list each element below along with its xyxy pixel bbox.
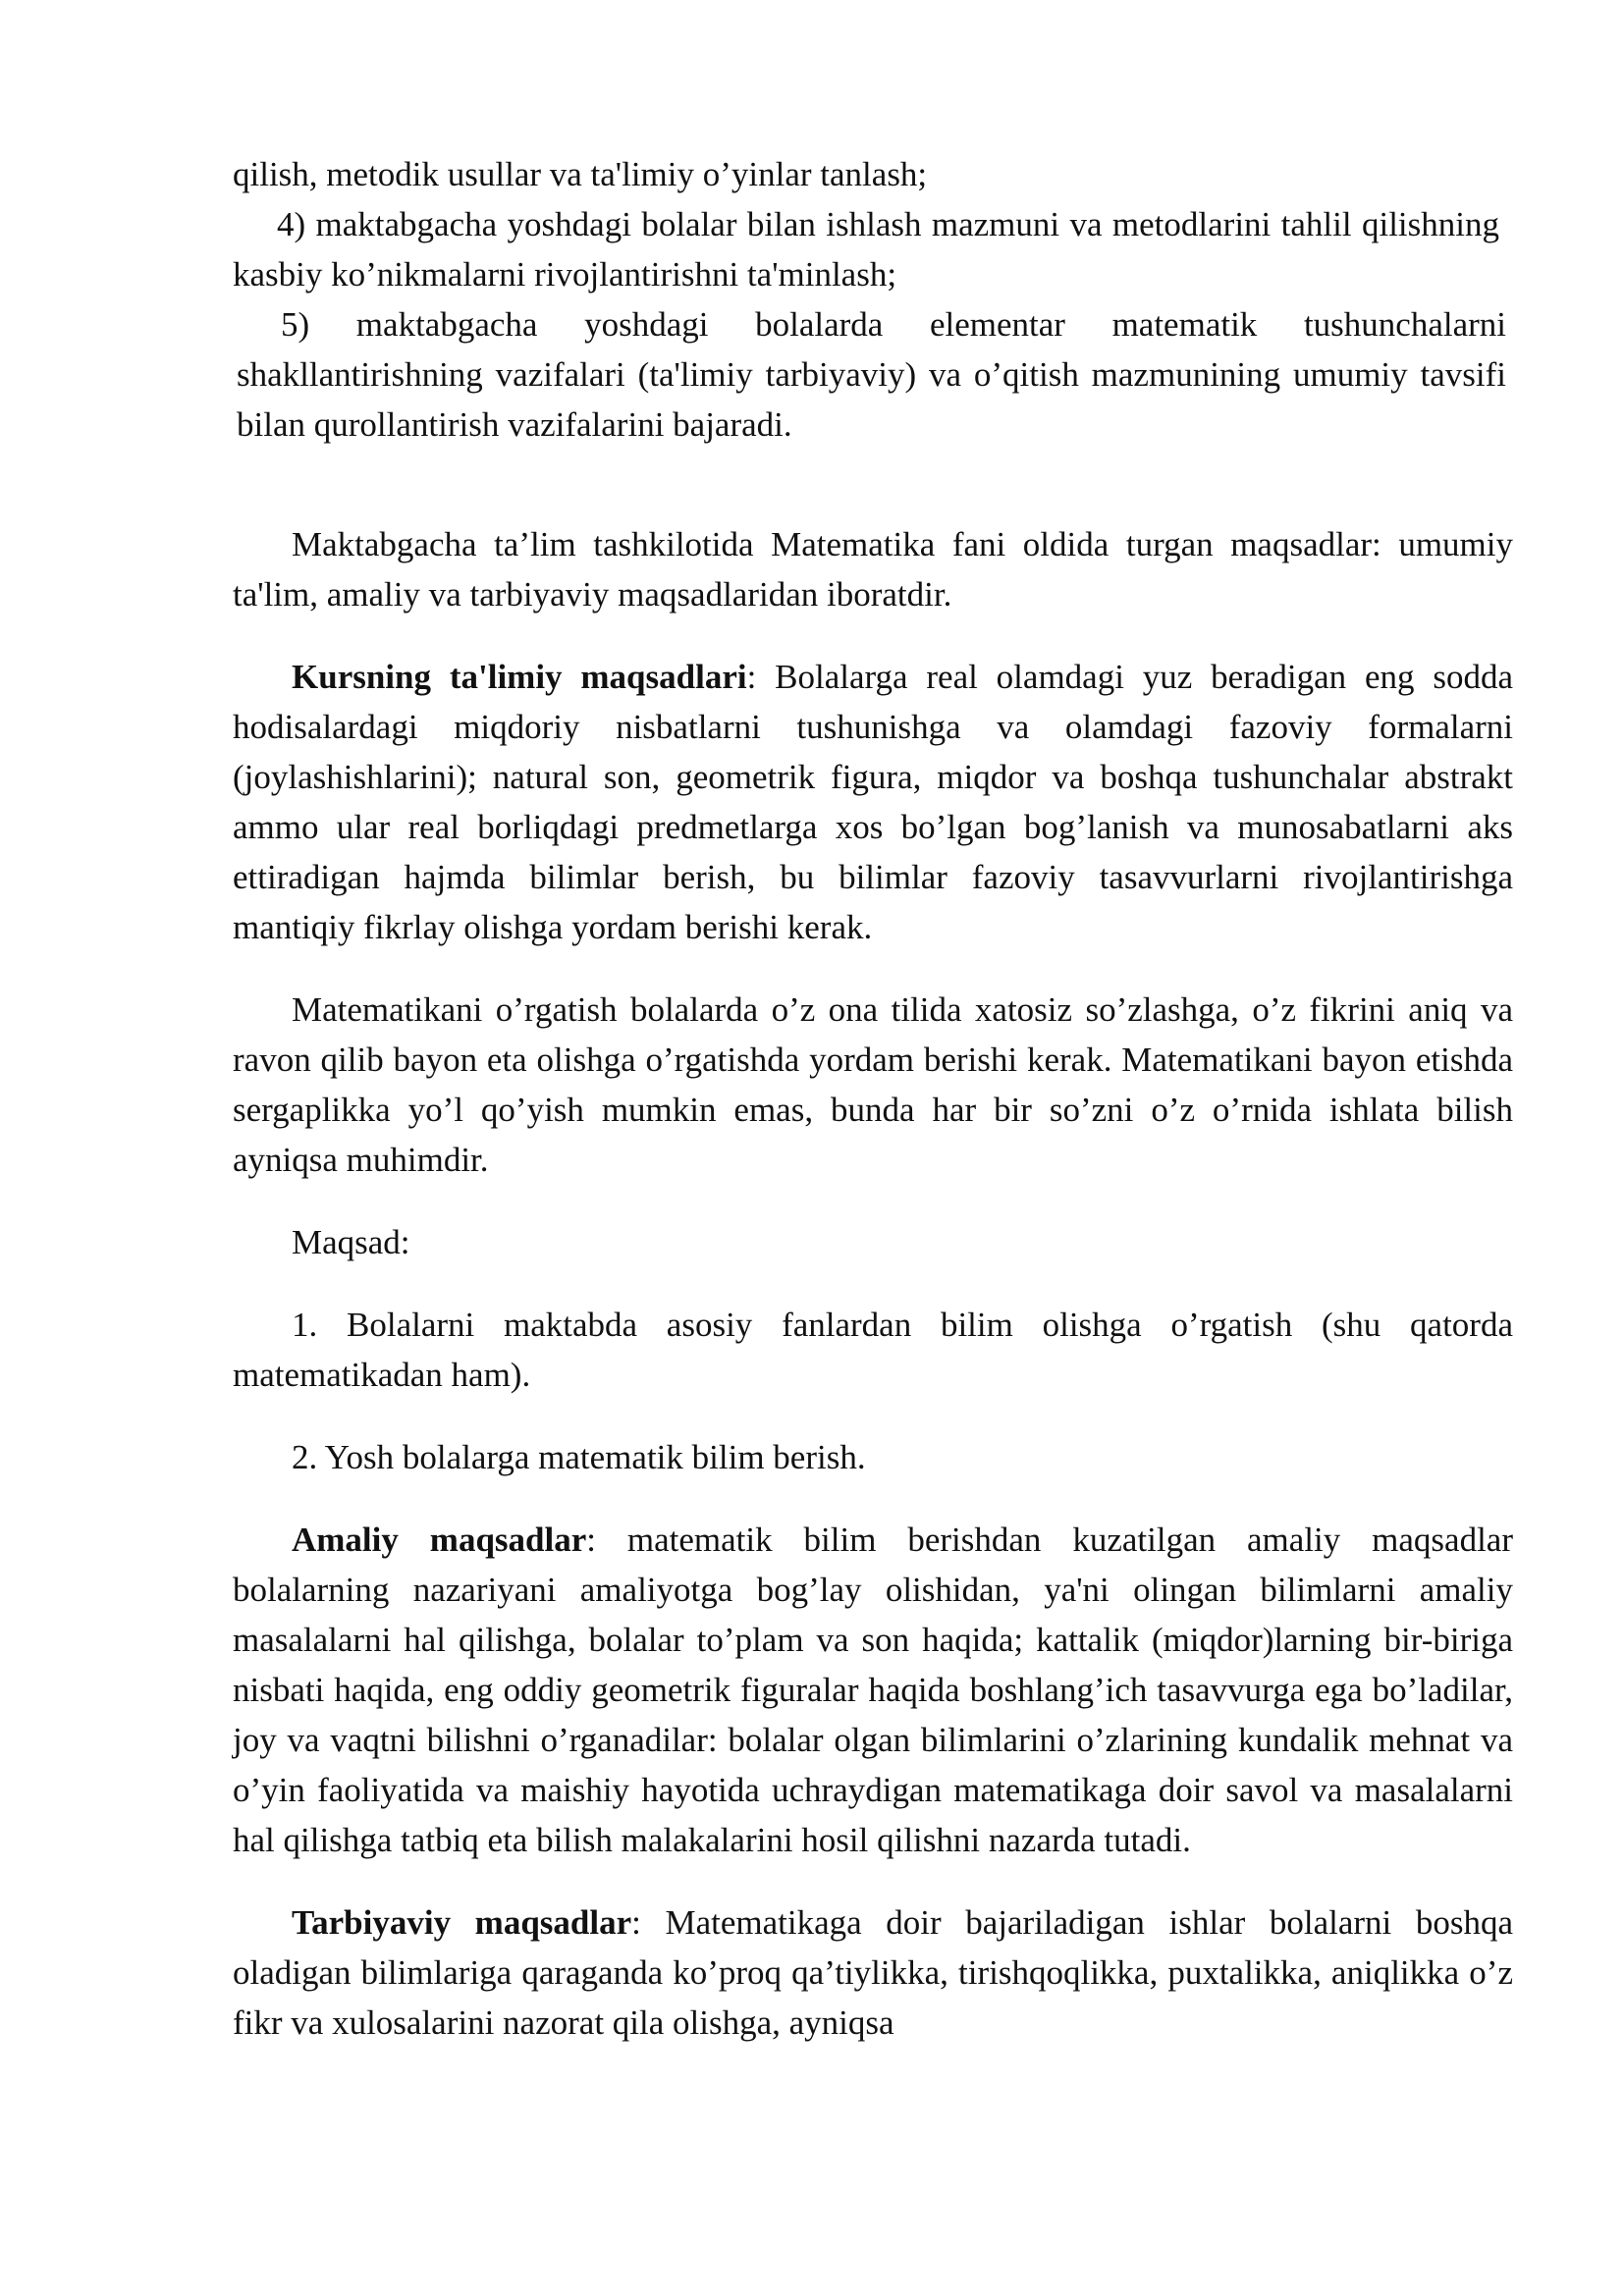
matematikani-paragraph: Matematikani o’rgatish bolalarda o’z ona tilida xatosiz so’zlashga, o’z fikrini aniq va ravon qilib bayon eta olishga o’rgatishda yordam berishi kerak. Matematikani bayon etishda sergaplikka yo’l qo’yish mumkin emas, bunda har bir so’zni o’z o’rnida ishlata bilish ayniqsa muhimdir. [233,990,1513,1179]
task-list [233,149,1499,299]
kursning-paragraph [233,652,1513,952]
list-item-5: 5) maktabgacha yoshdagi bolalarda elementar matematik tushunchalarni shakllantirishning vazifalari (ta'limiy tarbiyaviy) va o’qitish mazmunining umumiy tavsifi bilan qurollantirish vazifalarini bajaradi. [237,305,1506,444]
maqsad-item-2: 2. Yosh bolalarga matematik bilim berish. [292,1438,866,1476]
intro-paragraph: Maktabgacha ta’lim tashkilotida Matematika fani oldida turgan maqsadlar: umumiy ta'lim, amaliy va tarbiyaviy maqsadlaridan iboratdir. [233,525,1513,614]
maqsad-label: Maqsad: [292,1223,410,1261]
kursning-text: : Bolalarga real olamdagi yuz beradigan eng sodda hodisalardagi miqdoriy nisbatlarni tushunishga va olamdagi fazoviy formalarni (joylashishlarini); natural son, geometrik figura, miqdor va boshqa tushunchalar abstrakt ammo ular real borliqdagi predmetlarga xos bo’lgan bog’lanish va munosabatlarni aks ettiradigan hajmda bilimlar berish, bu bilimlar fazoviy tasavvurlarni rivojlantirishga mantiqiy fikrlay olishga yordam berishi kerak. [233,658,1513,946]
kursning-heading: Kursning ta'limiy maqsadlari [292,658,747,696]
list-item-4: 4) maktabgacha yoshdagi bolalar bilan ishlash mazmuni va metodlarini tahlil qilishning kasbiy ko’nikmalarni rivojlantirishni ta'minlash; [233,205,1499,294]
amaliy-heading: Amaliy maqsadlar [292,1521,587,1559]
tarbiyaviy-paragraph [233,1897,1513,2048]
list-continuation-line: qilish, metodik usullar va ta'limiy o’yinlar tanlash; [233,155,928,193]
document-page [233,149,1513,2048]
tarbiyaviy-text: : Matematikaga doir bajariladigan ishlar bolalarni boshqa oladigan bilimlariga qaraganda ko’proq qa’tiylikka, tirishqoqlikka, puxtalikka, aniqlikka o’z fikr va xulosalarini nazorat qila olishga, ayniqsa [233,1903,1513,2042]
amaliy-text: : matematik bilim berishdan kuzatilgan amaliy maqsadlar bolalarning nazariyani amaliyotga bog’lay olishidan, ya'ni olingan bilimlarni amaliy masalalarni hal qilishga, bolalar to’plam va son haqida; kattalik (miqdor)larning bir-biriga nisbati haqida, eng oddiy geometrik figuralar haqida boshlang’ich tasavvurga ega bo’ladilar, joy va vaqtni bilishni o’rganadilar: bolalar olgan bilimlarini o’zlarining kundalik mehnat va o’yin faoliyatida va maishiy hayotida uchraydigan matematikaga doir savol va masalalarni hal qilishga tatbiq eta bilish malakalarini hosil qilishni nazarda tutadi. [233,1521,1513,1859]
maqsad-item-1: 1. Bolalarni maktabda asosiy fanlardan bilim olishga o’rgatish (shu qatorda matematikadan ham). [233,1306,1513,1394]
tarbiyaviy-heading: Tarbiyaviy maqsadlar [292,1903,632,1942]
task-list-item-5-block [233,299,1506,450]
amaliy-paragraph [233,1515,1513,1865]
